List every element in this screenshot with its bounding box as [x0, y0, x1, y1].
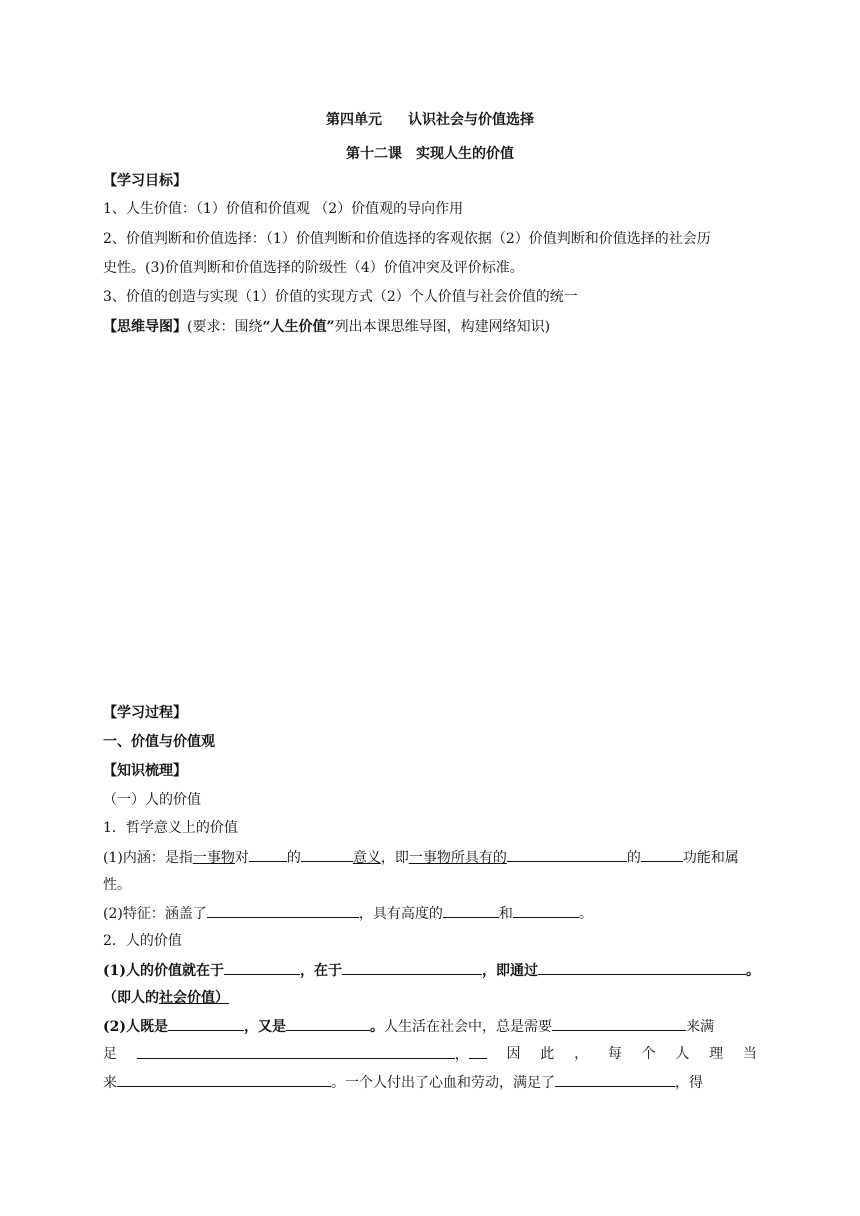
- text-segment: 。: [746, 963, 760, 979]
- point-2-item-1-note: [103, 988, 229, 1008]
- text-segment: ，: [574, 1046, 589, 1062]
- fill-blank[interactable]: [117, 1072, 331, 1087]
- point-1-title: 1．哲学意义上的价值: [103, 820, 238, 836]
- text-segment: 足: [103, 1046, 117, 1062]
- point-2-title: 2．人的价值: [103, 933, 182, 949]
- unit-number: 第四单元: [326, 112, 382, 128]
- section-1-title: 一、价值与价值观: [103, 734, 215, 750]
- objective-item-1: 1、人生价值：（1）价值和价值观 （2）价值观的导向作用: [103, 201, 464, 217]
- mindmap-keyword: “人生价值”: [262, 319, 335, 335]
- text-segment: 来: [103, 1075, 117, 1091]
- fill-blank[interactable]: [443, 903, 499, 918]
- mindmap-line: [103, 317, 550, 337]
- text-segment: 。一个人付出了心血和劳动，满足了: [331, 1075, 555, 1091]
- point-2-item-2: [103, 1016, 714, 1037]
- text-segment: (2)特征：涵盖了: [103, 906, 207, 922]
- fill-blank[interactable]: [507, 847, 627, 862]
- fill-blank[interactable]: [469, 1044, 487, 1059]
- text-segment: ，: [454, 1047, 469, 1063]
- fill-blank[interactable]: [301, 847, 353, 862]
- fill-blank[interactable]: [137, 1044, 455, 1059]
- text-segment: (1)人的价值就在于: [103, 963, 224, 979]
- point-2-item-2-line-3: [103, 1072, 703, 1093]
- text-segment: ，在于: [300, 963, 342, 979]
- text-segment: (1)内涵：是指: [103, 850, 193, 866]
- point-1-definition: [103, 847, 739, 868]
- underlined-text: 一事物: [192, 850, 235, 866]
- text-segment: 来满: [686, 1019, 714, 1035]
- mindmap-requirement-a: (要求：围绕: [187, 319, 263, 335]
- text-segment: 人: [675, 1046, 690, 1062]
- text-segment: 的: [626, 850, 641, 866]
- point-2-item-2-line-2: [103, 1044, 757, 1065]
- mindmap-requirement-b: 列出本课思维导图，构建网络知识): [334, 319, 551, 335]
- blank-group: [137, 1044, 487, 1065]
- text-segment: ，又是: [244, 1019, 286, 1035]
- text-segment: 此: [540, 1046, 555, 1062]
- text-segment: 个: [641, 1046, 656, 1062]
- unit-title: [0, 110, 860, 130]
- fill-blank[interactable]: [513, 903, 579, 918]
- text-segment: ，即通过: [482, 963, 538, 979]
- text-segment: ，即: [380, 850, 409, 866]
- fill-blank[interactable]: [538, 960, 746, 975]
- text-segment: ，具有高度的: [358, 906, 443, 922]
- fill-blank[interactable]: [286, 1016, 370, 1031]
- fill-blank[interactable]: [555, 1072, 675, 1087]
- mindmap-heading: 【思维导图】: [103, 319, 187, 335]
- knowledge-heading: 【知识梳理】: [103, 763, 187, 779]
- underlined-text: 社会价值: [159, 990, 215, 1006]
- fill-blank[interactable]: [249, 847, 287, 862]
- objective-item-2-line-1: 2、价值判断和价值选择：（1）价值判断和价值选择的客观依据（2）价值判断和价值选择的社会历: [103, 231, 711, 247]
- point-2-item-1: [103, 960, 760, 981]
- fill-blank[interactable]: [641, 847, 683, 862]
- text-segment: （即人的: [103, 990, 159, 1006]
- underlined-text: 一事物所具有的: [408, 850, 507, 866]
- objective-item-2-line-2: 史性。(3)价值判断和价值选择的阶级性（4）价值冲突及评价标准。: [103, 260, 524, 276]
- fill-blank[interactable]: [342, 960, 482, 975]
- text-segment: 。: [370, 1019, 384, 1035]
- fill-blank[interactable]: [207, 903, 359, 918]
- process-heading: 【学习过程】: [103, 705, 187, 721]
- text-segment: 对: [234, 850, 249, 866]
- objective-item-3: 3、价值的创造与实现（1）价值的实现方式（2）个人价值与社会价值的统一: [103, 289, 578, 305]
- text-segment: 。: [578, 906, 593, 922]
- point-1-feature: [103, 903, 593, 924]
- text-segment: 因: [506, 1046, 521, 1062]
- text-segment: 理: [709, 1046, 724, 1062]
- text-segment: (2)人既是: [103, 1019, 168, 1035]
- subsection-human-value: （一）人的价值: [103, 792, 201, 808]
- unit-name: 认识社会与价值选择: [408, 112, 534, 128]
- text-segment: ，得: [675, 1075, 703, 1091]
- fill-blank[interactable]: [224, 960, 300, 975]
- underlined-text: 意义: [352, 850, 381, 866]
- lesson-title: 第十二课 实现人生的价值: [346, 146, 514, 162]
- text-segment: 人生活在社会中，总是需要: [384, 1019, 552, 1035]
- text-segment: 和: [498, 906, 513, 922]
- text-segment: ）: [215, 990, 229, 1006]
- point-1-definition-cont: 性。: [103, 877, 131, 893]
- fill-blank[interactable]: [552, 1016, 686, 1031]
- objectives-heading: 【学习目标】: [103, 173, 187, 189]
- text-segment: 每: [607, 1046, 622, 1062]
- text-segment: 的: [286, 850, 301, 866]
- text-segment: 当: [742, 1046, 757, 1062]
- fill-blank[interactable]: [168, 1016, 244, 1031]
- text-segment: 功能和属: [682, 850, 739, 866]
